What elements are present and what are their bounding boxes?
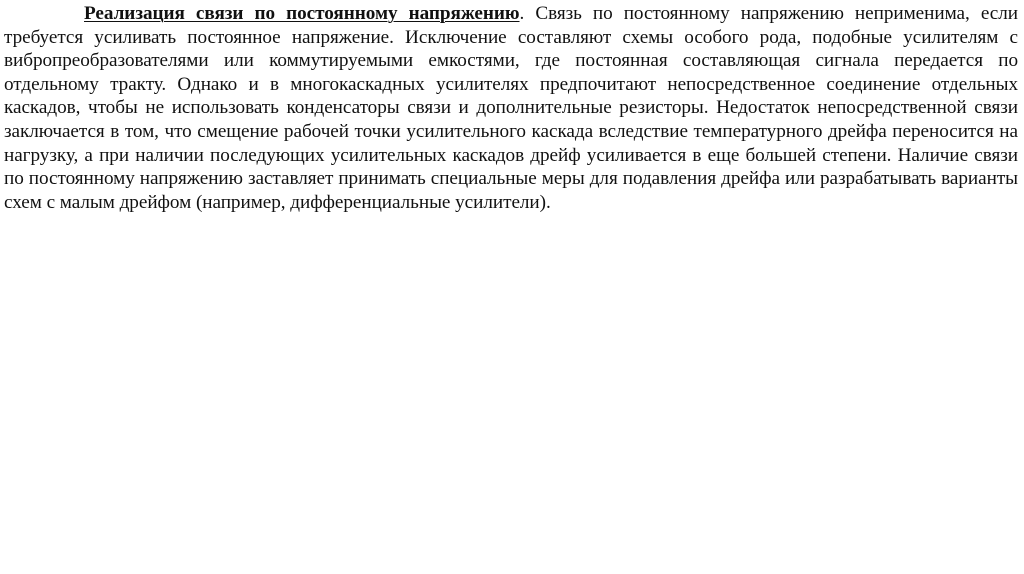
paragraph-text: Связь по постоянному напряжению неприменима, если требуется усиливать постоянное напряжение. Исключение составляют схемы особого рода, подобные усилителям с вибропреобразователями или коммутируемыми емкостями, где постоянная составляющая сигнала передается по отдельному тракту. Однако и в многокаскадных усилителях предпочитают непосредственное соединение отдельных каскадов, чтобы не использовать конденсаторы связи и дополнительные резисторы. Недостаток непосредственной связи заключается в том, что смещение рабочей точки усилительного каскада вследствие температурного дрейфа переносится на нагрузку, а при наличии последующих усилительных каскадов дрейф усиливается в еще большей степени. Наличие связи по постоянному напряжению заставляет принимать специальные меры для подавления дрейфа или разрабатывать варианты схем с малым дрейфом (например, дифференциальные усилители). (4, 3, 1018, 213)
body-paragraph (4, 2, 1018, 214)
heading-punctuation: . (519, 3, 525, 24)
section-heading: Реализация связи по постоянному напряжению (84, 3, 520, 24)
